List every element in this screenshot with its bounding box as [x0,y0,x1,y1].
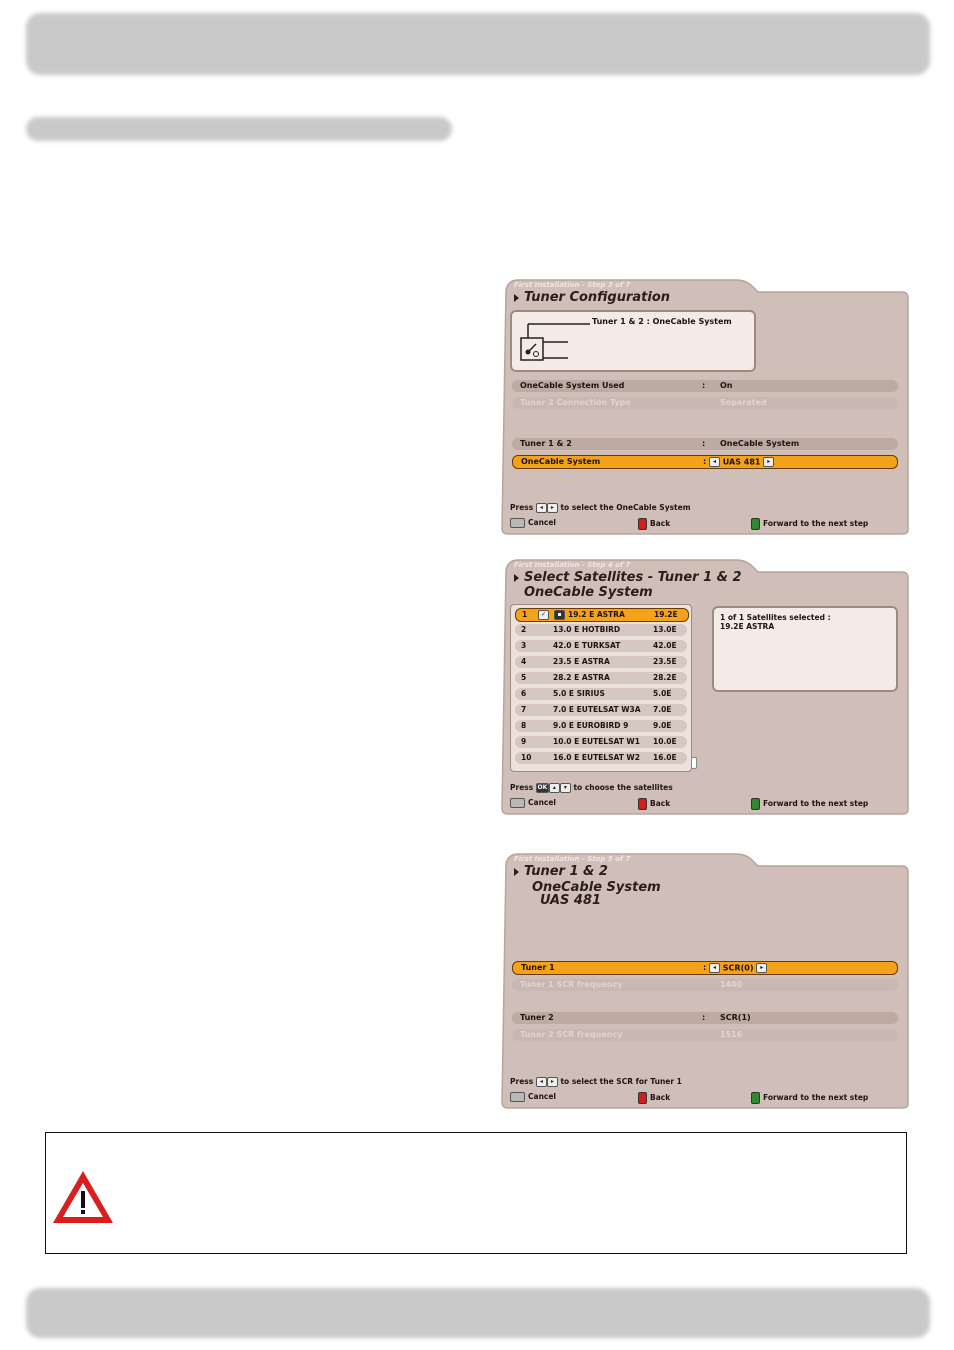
setting-value-group [709,963,767,973]
setting-label: Tuner 1 [521,963,555,972]
title-arrow-icon [514,574,519,582]
sat-name: 5.0 E SIRIUS [553,689,605,698]
setting-row-tuner-1-2[interactable] [512,438,898,450]
forward-button[interactable] [751,518,868,530]
arrow-down-icon: ▾ [560,783,571,793]
red-key-icon [638,798,647,810]
setting-row-onecable-system[interactable] [512,455,898,469]
back-button[interactable] [638,518,670,530]
hint-prefix: Press [510,1077,534,1086]
satellite-list[interactable] [510,604,692,772]
sat-name: 19.2 E ASTRA [568,610,625,619]
navigation-hint [510,783,673,793]
green-key-icon [751,518,760,530]
setting-label: Tuner 2 Connection Type [520,398,631,407]
forward-label: Forward to the next step [763,799,869,808]
screen-subtitle: OneCable System [524,585,653,600]
setting-row-connection-type [512,397,898,409]
back-button[interactable] [638,798,670,810]
setting-value: SCR(1) [720,1013,751,1022]
diagram-label: Tuner 1 & 2 : OneCable System [592,317,732,326]
forward-button[interactable] [751,798,868,810]
sat-position: 10.0E [653,737,677,746]
screen-title [514,290,670,305]
sat-position: 23.5E [653,657,677,666]
screen-subtitle-2: UAS 481 [540,893,602,908]
tuner-scr-screen [500,852,910,1110]
sat-number: 2 [521,625,527,634]
sat-number: 8 [521,721,527,730]
list-item[interactable] [515,640,687,652]
list-item[interactable] [515,688,687,700]
setting-label: Tuner 2 [520,1013,554,1022]
sat-position: 19.2E [654,610,678,619]
sat-number: 6 [521,689,527,698]
back-label: Back [650,519,671,528]
setting-value: 1516 [720,1030,743,1039]
screen-title [514,570,742,585]
green-key-icon [751,798,760,810]
sat-position: 5.0E [653,689,672,698]
check-icon[interactable]: ✓ [538,610,549,620]
sat-number: 3 [521,641,527,650]
warning-box [45,1132,907,1254]
arrow-left-icon: ◂ [536,1077,547,1087]
sat-position: 42.0E [653,641,677,650]
selection-count: 1 of 1 Satellites selected : [720,613,831,622]
arrow-up-icon: ▴ [549,783,560,793]
sat-number: 4 [521,657,527,666]
section-heading-bar [26,117,452,141]
sat-name: 42.0 E TURKSAT [553,641,621,650]
list-item[interactable] [515,624,687,636]
screen-title [514,864,608,879]
exit-key-icon [510,518,525,528]
hint-text: to select the SCR for Tuner 1 [560,1077,682,1086]
sat-name: 16.0 E EUTELSAT W2 [553,753,640,762]
cancel-label: Cancel [528,1092,557,1101]
cancel-button[interactable] [510,518,556,528]
step-indicator: First Installation - Step 5 of 7 [514,855,631,863]
setting-colon: : [703,963,707,972]
setting-label: OneCable System [521,457,601,466]
setting-label: Tuner 1 & 2 [520,439,572,448]
setting-value-group [709,457,774,467]
red-key-icon [638,518,647,530]
exit-key-icon [510,798,525,808]
sat-number: 9 [521,737,527,746]
hint-prefix: Press [510,503,534,512]
selection-list: 19.2E ASTRA [720,622,775,631]
setting-value: OneCable System [720,439,800,448]
back-button[interactable] [638,1092,670,1104]
select-satellites-screen [500,558,910,816]
setting-label: OneCable System Used [520,381,625,390]
setting-row-onecable-used[interactable] [512,380,898,392]
setting-colon: : [702,439,706,448]
sat-position: 9.0E [653,721,672,730]
back-label: Back [650,799,671,808]
sat-name: 10.0 E EUTELSAT W1 [553,737,640,746]
list-item[interactable] [515,672,687,684]
step-indicator: First Installation - Step 3 of 7 [514,281,631,289]
screen-title-text: Select Satellites - Tuner 1 & 2 [524,570,742,585]
exit-key-icon [510,1092,525,1102]
back-label: Back [650,1093,671,1102]
hint-text: to choose the satellites [573,783,673,792]
cancel-button[interactable] [510,798,556,808]
title-arrow-icon [514,294,519,302]
navigation-hint [510,503,691,513]
list-item[interactable] [515,608,689,622]
setting-value: SCR(0) [722,963,754,973]
sat-number: 10 [521,753,532,762]
green-key-icon [751,1092,760,1104]
setting-colon: : [703,457,707,466]
setting-row-tuner-2-frequency [512,1029,898,1041]
cancel-label: Cancel [528,518,557,527]
setting-row-tuner-1-frequency [512,979,898,991]
setting-value: Separated [720,398,767,407]
scrollbar-thumb[interactable] [691,757,697,769]
list-item[interactable] [515,720,687,732]
arrow-left-icon: ◂ [536,503,547,513]
list-item[interactable] [515,704,687,716]
hint-text: to select the OneCable System [560,503,691,512]
satellite-dish-icon [518,312,598,370]
forward-label: Forward to the next step [763,519,869,528]
hint-prefix: Press [510,783,534,792]
cancel-label: Cancel [528,798,557,807]
title-arrow-icon [514,868,519,876]
satellite-icon: ▪ [554,610,565,620]
setting-label: Tuner 1 SCR frequency [520,980,623,989]
arrow-right-icon[interactable]: ▸ [756,963,767,973]
step-indicator: First Installation - Step 4 of 7 [514,561,631,569]
sat-number: 7 [521,705,527,714]
warning-triangle-icon [50,1167,116,1227]
header-bar [26,13,930,75]
sat-name: 28.2 E ASTRA [553,673,610,682]
footer-bar [26,1288,930,1338]
setting-value: UAS 481 [722,457,761,467]
arrow-right-icon: ▸ [547,503,558,513]
arrow-left-icon[interactable]: ◂ [709,457,720,467]
navigation-hint [510,1077,682,1087]
screen-title-text: Tuner Configuration [524,290,671,305]
sat-position: 28.2E [653,673,677,682]
setting-label: Tuner 2 SCR frequency [520,1030,623,1039]
list-item[interactable] [515,752,687,764]
setting-value: On [720,381,733,390]
sat-position: 16.0E [653,753,677,762]
forward-label: Forward to the next step [763,1093,869,1102]
list-item[interactable] [515,656,687,668]
sat-name: 13.0 E HOTBIRD [553,625,621,634]
sat-position: 7.0E [653,705,672,714]
selection-info-box [712,606,898,692]
sat-name: 9.0 E EUROBIRD 9 [553,721,629,730]
arrow-right-icon: ▸ [547,1077,558,1087]
sat-name: 7.0 E EUTELSAT W3A [553,705,641,714]
setting-colon: : [702,1013,706,1022]
setting-colon: : [702,381,706,390]
setting-value: 1400 [720,980,743,989]
list-item[interactable] [515,736,687,748]
arrow-left-icon[interactable]: ◂ [709,963,720,973]
arrow-right-icon[interactable]: ▸ [763,457,774,467]
sat-number: 5 [521,673,527,682]
sat-number: 1 [522,610,528,619]
screen-title-text: Tuner 1 & 2 [524,864,608,879]
ok-key-icon: OK [537,784,548,791]
red-key-icon [638,1092,647,1104]
forward-button[interactable] [751,1092,868,1104]
connection-diagram-box [510,310,756,372]
tuner-configuration-screen [500,278,910,536]
sat-position: 13.0E [653,625,677,634]
setting-row-tuner-1[interactable] [512,961,898,975]
setting-row-tuner-2[interactable] [512,1012,898,1024]
cancel-button[interactable] [510,1092,556,1102]
screen-subtitle: OneCable System [532,880,661,895]
sat-name: 23.5 E ASTRA [553,657,610,666]
